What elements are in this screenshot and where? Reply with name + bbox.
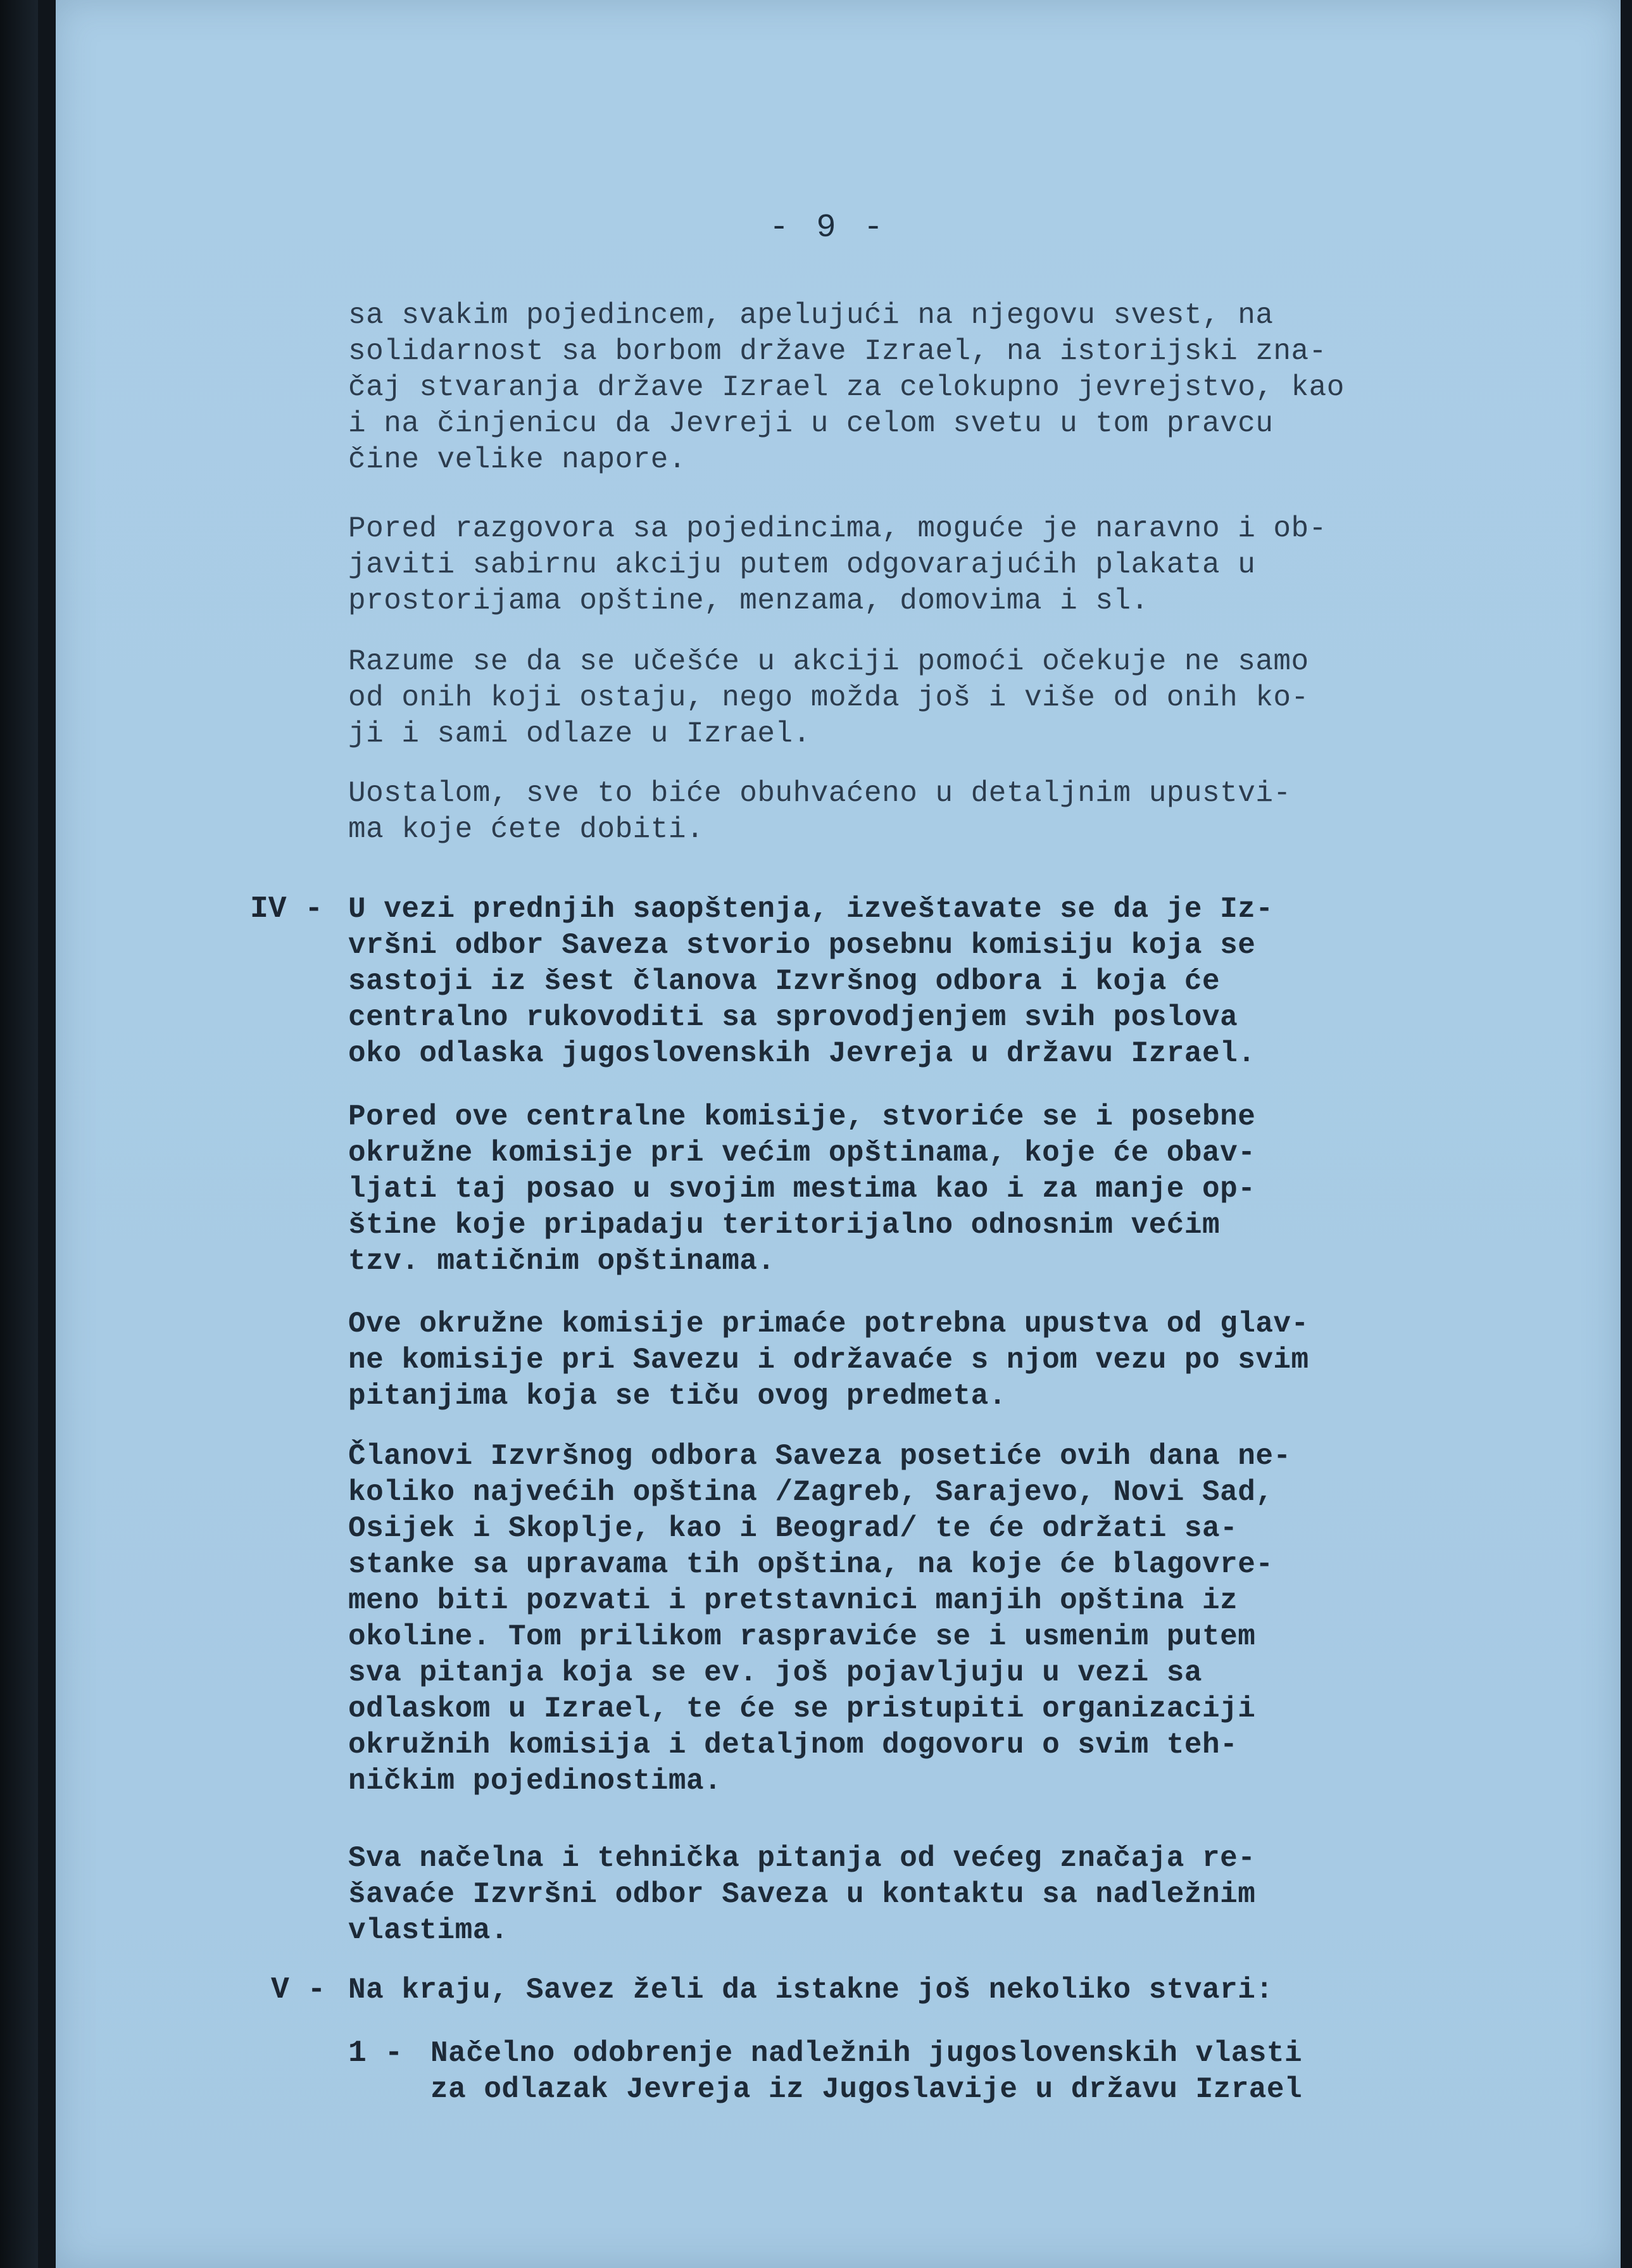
item-marker-1: 1 -: [348, 2036, 403, 2070]
item-1-paragraph: Načelno odobrenje nadležnih jugoslovenskih vlasti za odlazak Jevreja iz Jugoslavije u državu Izrael: [430, 2037, 1303, 2106]
paragraph-1: sa svakim pojedincem, apelujući na njegovu svest, na solidarnost sa borbom države Izrael, na istorijski zna- čaj stvaranja države Izrael za celokupno jevrejstvo, kao i na činjenicu da Jevreji u celom svetu u tom pravcu čine velike napore.: [348, 299, 1345, 476]
paragraph-central-commission: Pored ove centralne komisije, stvoriće se i posebne okružne komisije pri većim opštinama, koje će obav- ljati taj posao u svojim mestima kao i za manje op- štine koje pripadaju teritorijalno odnosnim većim tzv. matičnim opštinama.: [348, 1100, 1256, 1278]
section-marker-v: V -: [271, 1973, 326, 2007]
paragraph-2: Pored razgovora sa pojedincima, moguće je naravno i ob- javiti sabirnu akciju putem odgovarajućih plakata u prostorijama opštine, menzama, domovima i sl.: [348, 512, 1327, 617]
paragraph-district-commissions: Ove okružne komisije primaće potrebna upustva od glav- ne komisije pri Savezu i održavaće s njom vezu po svim pitanjima koja se tiču ovog predmeta.: [348, 1307, 1309, 1413]
page-number: - 9 -: [769, 209, 888, 246]
section-marker-iv: IV -: [250, 892, 323, 926]
section-iv-paragraph: U vezi prednjih saopštenja, izveštavate se da je Iz- vršni odbor Saveza stvorio posebnu komisiju koja se sastoji iz šest članova Izvršnog odbora i koja će centralno rukovoditi sa sprovodjenjem svih poslova oko odlaska jugoslovenskih Jevreja u državu Izrael.: [348, 893, 1274, 1070]
paragraph-4: Uostalom, sve to biće obuhvaćeno u detaljnim upustvi- ma koje ćete dobiti.: [348, 777, 1291, 846]
section-v-paragraph: Na kraju, Savez želi da istakne još nekoliko stvari:: [348, 1974, 1274, 2007]
paragraph-3: Razume se da se učešće u akciji pomoći očekuje ne samo od onih koji ostaju, nego možda još i više od onih ko- ji i sami odlaze u Izrael.: [348, 645, 1309, 750]
paragraph-members-visit: Članovi Izvršnog odbora Saveza posetiće ovih dana ne- koliko najvećih opština /Zagreb, Sarajevo, Novi Sad, Osijek i Skoplje, kao i Beograd/ te će održati sa- stanke sa upravama tih opština, na koje će blagovre- meno biti pozvati i pretstavnici manjih opština iz okoline. Tom prilikom raspraviće se i usmenim putem sva pitanja koja se ev. još pojavljuju u vezi sa odlaskom u Izrael, te će se pristupiti organizaciji okružnih komisija i detaljnom dogovoru o svim teh- ničkim pojedinostima.: [348, 1440, 1291, 1798]
paragraph-principle-questions: Sva načelna i tehnička pitanja od većeg značaja re- šavaće Izvršni odbor Saveza u kontaktu sa nadležnim vlastima.: [348, 1842, 1256, 1947]
scanner-edge: [0, 0, 38, 2268]
